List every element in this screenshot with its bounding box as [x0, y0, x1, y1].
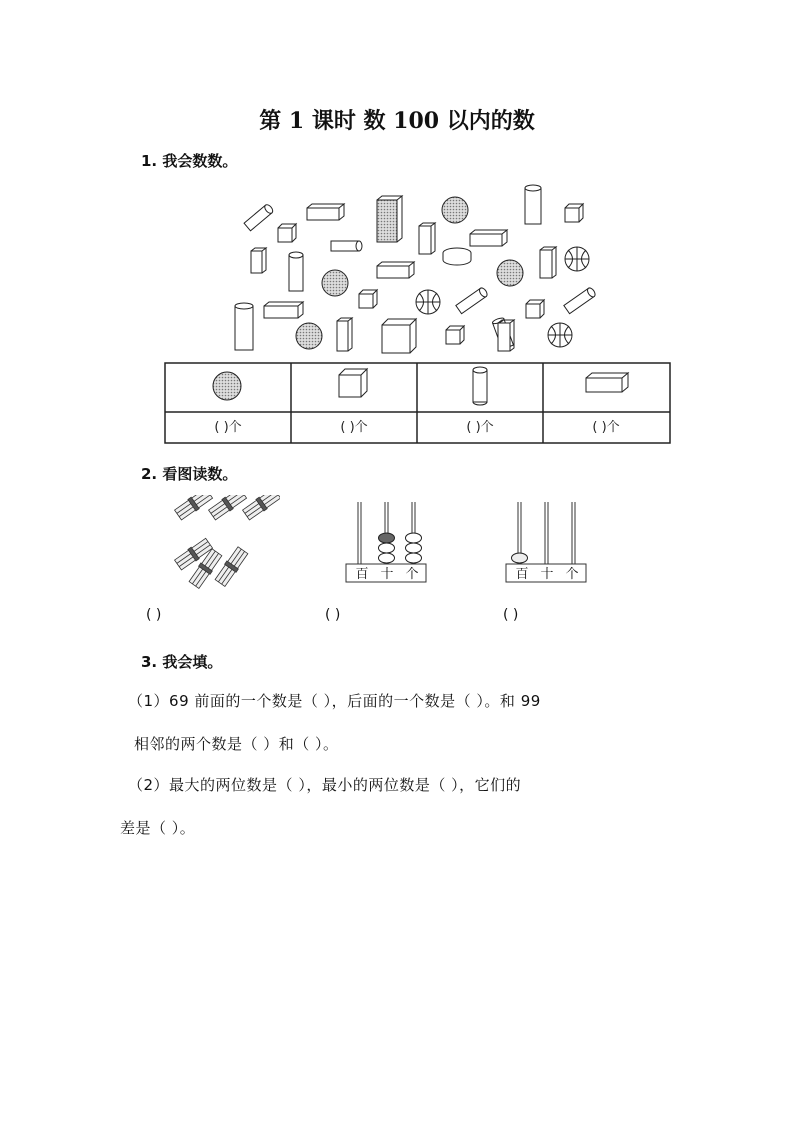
cylinder-shape	[235, 303, 253, 350]
abacus-bead	[406, 553, 422, 563]
abacus-label-tens: 十	[540, 567, 554, 582]
sphere-icon	[213, 372, 241, 400]
abacus-bead	[379, 543, 395, 553]
question-1-heading: 1. 我会数数。	[141, 152, 238, 170]
ball-shape	[416, 290, 440, 314]
fill-in-line-1: （1）69 前面的一个数是（ ），后面的一个数是（ ）。和 99	[128, 692, 541, 710]
sphere-shape	[442, 197, 468, 223]
fill-in-line-3: （2）最大的两位数是（ ），最小的两位数是（ ），它们的	[128, 776, 522, 794]
ball-shape	[565, 247, 589, 271]
cylinder-shape	[289, 252, 303, 291]
stick-bundle-icon	[208, 495, 247, 521]
abacus-bead	[512, 553, 528, 563]
answer-blank-1: ( )	[146, 607, 162, 623]
cuboid-shape	[264, 302, 303, 318]
cuboid-shape	[377, 196, 402, 242]
count-blank-cuboid: ( )个	[592, 420, 620, 435]
cuboid-shape	[540, 247, 556, 278]
question-3-heading: 3. 我会填。	[141, 653, 223, 671]
cuboid-shape	[307, 204, 344, 220]
page-title: 第 1 课时 数 100 以内的数	[259, 108, 535, 134]
stick-bundles-picture	[170, 495, 280, 590]
answer-blank-2: ( )	[325, 607, 341, 623]
stick-bundle-icon	[242, 495, 280, 521]
abacus-bead	[379, 533, 395, 543]
fill-in-line-2: 相邻的两个数是（ ）和（ ）。	[134, 735, 339, 753]
cube-icon	[339, 369, 367, 397]
abacus-bead	[406, 543, 422, 553]
cube-shape	[565, 204, 583, 222]
cube-shape	[382, 319, 416, 353]
abacus-bead	[379, 553, 395, 563]
cube-shape	[526, 300, 544, 318]
count-blank-sphere: ( )个	[214, 420, 242, 435]
cylinder-shape	[525, 185, 541, 224]
shapes-picture	[140, 178, 700, 448]
sphere-shape	[322, 270, 348, 296]
abacus-label-ones: 个	[565, 567, 579, 582]
stick-bundle-icon	[214, 546, 248, 587]
count-blank-cylinder: ( )个	[466, 420, 494, 435]
cuboid-shape	[419, 223, 435, 254]
cylinder-shape	[564, 287, 597, 314]
question-2-heading: 2. 看图读数。	[141, 465, 238, 483]
stick-bundle-icon	[174, 495, 213, 521]
cuboid-shape	[337, 318, 352, 351]
sphere-shape	[497, 260, 523, 286]
abacus-label-tens: 十	[380, 567, 394, 582]
answer-blank-3: ( )	[503, 607, 519, 623]
cylinder-icon	[473, 367, 487, 405]
count-blank-cube: ( )个	[340, 420, 368, 435]
cylinder-shape	[331, 241, 362, 251]
cylinder-shape	[456, 287, 489, 314]
cube-shape	[446, 326, 464, 344]
abacus-label-ones: 个	[405, 567, 419, 582]
abacus-picture-1	[340, 498, 435, 588]
abacus-picture-2	[500, 498, 595, 588]
cuboid-shape	[251, 248, 266, 273]
fill-in-line-4: 差是（ ）。	[120, 819, 196, 837]
abacus-label-hundreds: 百	[355, 567, 369, 582]
cylinder-shape	[244, 203, 274, 231]
cuboid-icon	[586, 373, 628, 392]
sphere-shape	[296, 323, 322, 349]
abacus-label-hundreds: 百	[515, 567, 529, 582]
cuboid-shape	[470, 230, 507, 246]
cube-shape	[359, 290, 377, 308]
abacus-bead	[406, 533, 422, 543]
cuboid-shape	[498, 320, 514, 351]
cube-shape	[278, 224, 296, 242]
ball-shape	[548, 323, 572, 347]
cuboid-shape	[377, 262, 414, 278]
